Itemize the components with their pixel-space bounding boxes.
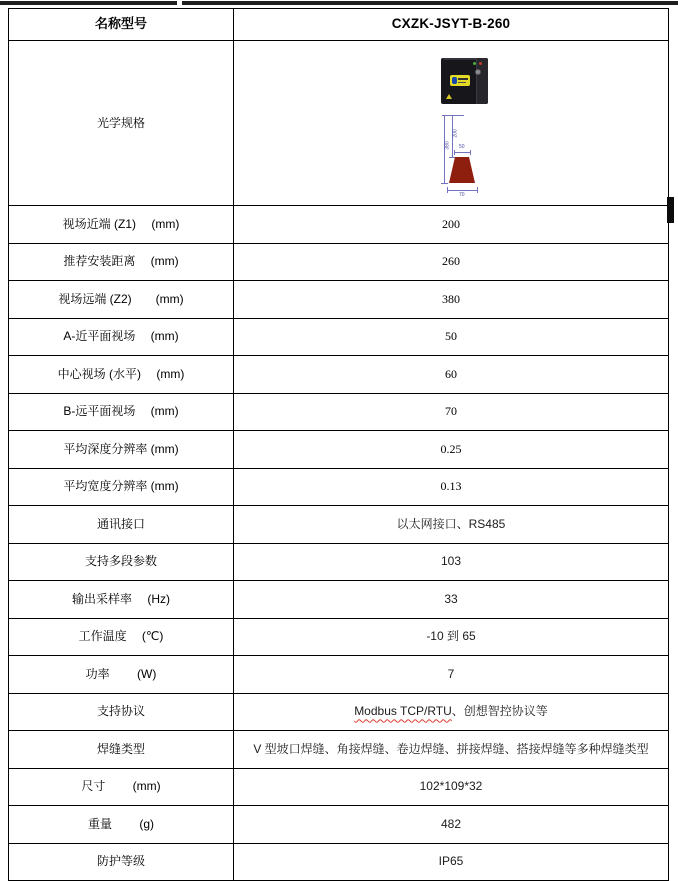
sensor-device-image: [441, 58, 488, 104]
dim-tick-bw-left: [447, 187, 448, 193]
spec-value-text: 0.13: [440, 479, 462, 494]
spec-row: [9, 618, 669, 656]
brand-logo-icon: [452, 77, 457, 84]
spec-value-text: 、创想智控协议等: [451, 704, 548, 719]
spec-value: [234, 843, 669, 881]
spec-row: [9, 506, 669, 544]
spec-value: [234, 806, 669, 844]
spec-value-text: 380: [442, 291, 460, 306]
spec-value: [234, 356, 669, 394]
spec-value-text: 以太网接口、RS485: [396, 516, 506, 531]
scrollbar-thumb[interactable]: [667, 197, 674, 223]
spec-value: [234, 731, 669, 769]
spec-row: [9, 356, 669, 394]
spec-value-text: 70: [445, 404, 457, 419]
spec-label: 功率 (W): [9, 656, 234, 694]
spec-value-text: 102*109*32: [419, 779, 483, 794]
spec-value: [234, 581, 669, 619]
brand-text-mark: [458, 78, 468, 80]
spec-row: [9, 843, 669, 881]
dim-line-bottom-width: [447, 190, 477, 191]
spec-value: [234, 768, 669, 806]
spec-value-text: IP65: [438, 854, 464, 869]
spec-row: [9, 281, 669, 319]
spec-value-text: 33: [444, 591, 458, 606]
optical-label: 光学规格: [9, 41, 234, 206]
spec-row: [9, 318, 669, 356]
header-model-cell: CXZK-JSYT-B-260: [234, 9, 669, 41]
spec-label: 焊缝类型: [9, 731, 234, 769]
green-led-icon: [473, 62, 476, 65]
spec-value: [234, 618, 669, 656]
spec-value: [234, 393, 669, 431]
spec-label: 推荐安装距离 (mm): [9, 243, 234, 281]
top-rule-left: [0, 1, 177, 5]
device-side-panel: [476, 58, 488, 104]
dim-tick-tw-left: [454, 150, 455, 155]
spec-value: [234, 318, 669, 356]
header-name-cell: 名称型号: [9, 9, 234, 41]
spec-label: 工作温度 (℃): [9, 618, 234, 656]
optical-spec-row: [9, 41, 669, 206]
spec-row: [9, 543, 669, 581]
spec-table: [8, 8, 669, 881]
dim-label-far: 380: [444, 141, 451, 150]
spec-row: [9, 243, 669, 281]
optical-diagram: [240, 43, 669, 203]
table-header-row: [9, 9, 669, 41]
red-led-icon: [479, 62, 482, 65]
spec-value: [234, 281, 669, 319]
spec-label: A-近平面视场 (mm): [9, 318, 234, 356]
top-rule-right: [182, 1, 678, 5]
spec-value: [234, 693, 669, 731]
spec-value-text: 482: [440, 816, 462, 831]
spec-value-text: 260: [442, 254, 460, 269]
spec-label: 尺寸 (mm): [9, 768, 234, 806]
spec-row: [9, 468, 669, 506]
spec-label: 支持多段参数: [9, 543, 234, 581]
spec-row: [9, 656, 669, 694]
spec-value-text: 0.25: [440, 441, 462, 456]
spec-value: [234, 243, 669, 281]
dim-tick-tw-right: [470, 150, 471, 155]
dim-label-near: 200: [452, 129, 459, 138]
optical-diagram-cell: [234, 41, 669, 206]
spec-label: 输出采样率 (Hz): [9, 581, 234, 619]
spec-row: [9, 806, 669, 844]
spec-label: 防护等级: [9, 843, 234, 881]
brand-subtext-mark: [458, 82, 466, 83]
spec-label: 重量 (g): [9, 806, 234, 844]
spec-value-text: 200: [442, 216, 460, 231]
spec-label: 支持协议: [9, 693, 234, 731]
dim-tick-far-end: [441, 183, 448, 184]
spec-value-text: 7: [447, 666, 455, 681]
spec-label: B-远平面视场 (mm): [9, 393, 234, 431]
spec-row: [9, 768, 669, 806]
fov-trapezoid: [449, 157, 475, 183]
spec-label: 平均宽度分辨率 (mm): [9, 468, 234, 506]
spec-label: 视场远端 (Z2) (mm): [9, 281, 234, 319]
dim-line-top-width: [454, 152, 470, 153]
spec-label: 平均深度分辨率 (mm): [9, 431, 234, 469]
spec-value: [234, 206, 669, 244]
spec-value: [234, 468, 669, 506]
spec-value-text: 50: [445, 329, 457, 344]
spec-value-text: 60: [445, 366, 457, 381]
spec-row: [9, 693, 669, 731]
dim-label-bottom-width: 70: [459, 192, 465, 198]
spec-label: 中心视场 (水平) (mm): [9, 356, 234, 394]
warning-icon: [446, 94, 452, 99]
spec-value: [234, 506, 669, 544]
dim-tick-bw-right: [477, 187, 478, 193]
spec-row: [9, 206, 669, 244]
spec-label: 视场近端 (Z1) (mm): [9, 206, 234, 244]
spec-row: [9, 731, 669, 769]
dim-tick-top: [442, 115, 464, 116]
spec-label: 通讯接口: [9, 506, 234, 544]
spec-value-text: 103: [440, 554, 462, 569]
connector-dot: [475, 69, 481, 75]
spec-value: [234, 656, 669, 694]
spec-row: [9, 581, 669, 619]
dim-label-top-width: 50: [459, 144, 465, 150]
spec-row: [9, 431, 669, 469]
spec-value: [234, 431, 669, 469]
spellcheck-underlined-text: Modbus TCP/RTU: [354, 704, 452, 719]
spec-value: [234, 543, 669, 581]
spec-value-text: -10 到 65: [426, 629, 476, 644]
spec-row: [9, 393, 669, 431]
spec-value-text: V 型坡口焊缝、角接焊缝、卷边焊缝、拼接焊缝、搭接焊缝等多种焊缝类型: [253, 741, 649, 756]
device-brand-label: [450, 75, 470, 86]
